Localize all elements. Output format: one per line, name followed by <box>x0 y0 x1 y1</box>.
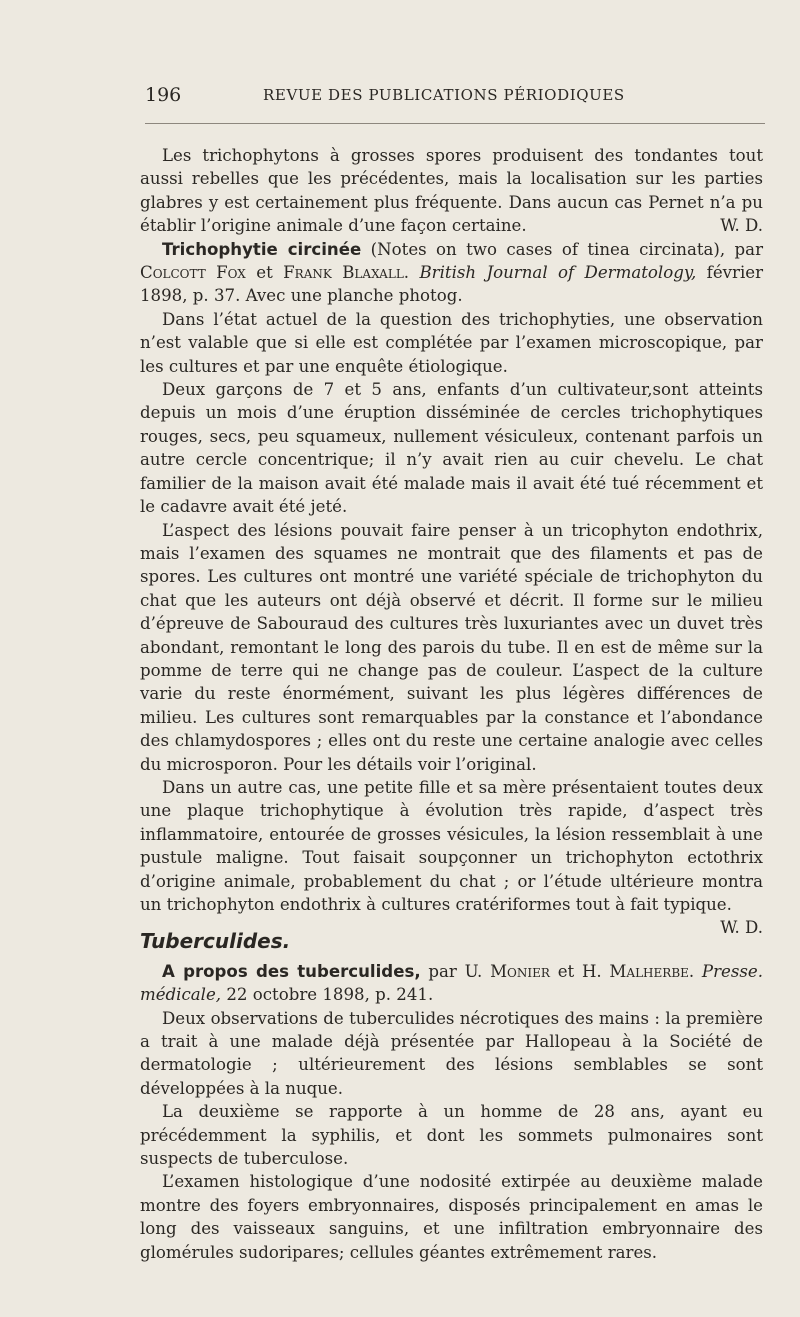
header-rule <box>145 123 765 124</box>
paragraph: Dans l’état actuel de la question des trichophyties, une observation n’est valable que si elle est complétée par l’examen microscopique, par les cultures et par une enquête étiologique. <box>140 309 763 376</box>
page-number: 196 <box>145 84 182 106</box>
paragraph: Deux observations de tuberculides nécrotiques des mains : la première a trait à une malade déjà présentée par Hallopeau à la Société de dermatologie ; ultérieurement des lésions semblables se sont développées à la nuque. <box>140 1008 763 1098</box>
journal-title: British Journal of Dermatology, <box>419 263 697 283</box>
entry-title: Trichophytie circinée <box>162 239 362 259</box>
entry-author: Colcott Fox <box>140 263 246 283</box>
entry-author: H. Malherbe. <box>581 961 695 981</box>
page-header <box>145 84 765 112</box>
bibliographic-entry: Trichophytie circinée (Notes on two cases of tinea circinata), par Colcott Fox et Frank Blaxall. British Journal of Dermatology, février 1898, p. 37. Avec une planche photog. <box>140 239 764 306</box>
paragraph: L’examen histologique d’une nodosité extirpée au deuxième malade montre des foyers embryonnaires, disposés principalement en amas le long des vaisseaux sanguins, et une infiltration embryonnaire des glomérules sudoripares; cellules géantes extrêmement rares. <box>140 1172 763 1262</box>
journal-title: Presse. médicale, <box>140 961 763 1005</box>
paragraph: L’aspect des lésions pouvait faire penser à un tricophyton endothrix, mais l’examen des squames ne montrait que des filaments et pas de spores. Les cultures ont montré une variété spéciale de trichophyton du chat que les auteurs ont déjà observé et décrit. Il forme sur le milieu d’épreuve de Sabouraud des cultures très luxuriantes avec un duvet très abondant, remontant le long des parois du tube. Il en est de même sur la pomme de terre qui ne change pas de couleur. L’aspect de la culture varie du reste énormément, suivant les plus légères différences de milieu. Les cultures sont remarquables par la constance et l’abondance des chlamydospores ; elles ont du reste une certaine analogie avec celles du microsporon. Pour les détails voir l’original. <box>140 520 763 774</box>
signature: W. D. <box>720 918 763 938</box>
entry-author: U. Monier <box>464 961 550 981</box>
paragraph: Deux garçons de 7 et 5 ans, enfants d’un cultivateur,sont atteints depuis un mois d’une éruption disséminée de cercles trichophytiques rouges, secs, peu squameux, nullement vésiculeux, contenant parfois un autre cercle concentrique; il n’y avait rien au cuir chevelu. Le chat familier de la maison avait été malade mais il avait été tué récemment et le cadavre avait été jeté. <box>140 380 763 517</box>
paragraph: Les trichophytons à grosses spores produisent des tondantes tout aussi rebelles que les précédentes, mais la localisation sur les parties glabres y est certainement plus fréquente. Dans aucun cas Pernet n’a pu établir l’origine animale d’une façon certaine. W. D. <box>140 144 763 238</box>
page-body <box>140 144 763 1264</box>
paragraph: Dans un autre cas, une petite fille et sa mère présentaient toutes deux une plaque trichophytique à évolution très rapide, d’aspect très inflammatoire, entourée de grosses vésicules, la lésion ressemblait à une pustule maligne. Tout faisait soupçonner un trichophyton ectothrix d’origine animale, probablement du chat ; or l’étude ultérieure montra un trichophyton endothrix à cultures cratériformes tout à fait typique. W. D. <box>140 776 763 916</box>
paragraph: La deuxième se rapporte à un homme de 28 ans, ayant eu précédemment la syphilis, et dont les sommets pulmonaires sont suspects de tuberculose. <box>140 1102 763 1169</box>
signature: W. D. <box>720 216 763 236</box>
entry-title: A propos des tuberculides, <box>162 961 421 981</box>
entry-author: Frank Blaxall. <box>283 263 410 283</box>
section-heading: Tuberculides. <box>140 929 291 954</box>
bibliographic-entry: A propos des tuberculides, par U. Monier et H. Malherbe. Presse. médicale, 22 octobre 1898, p. 241. <box>140 961 763 1005</box>
running-head: REVUE DES PUBLICATIONS PÉRIODIQUES <box>263 86 625 104</box>
